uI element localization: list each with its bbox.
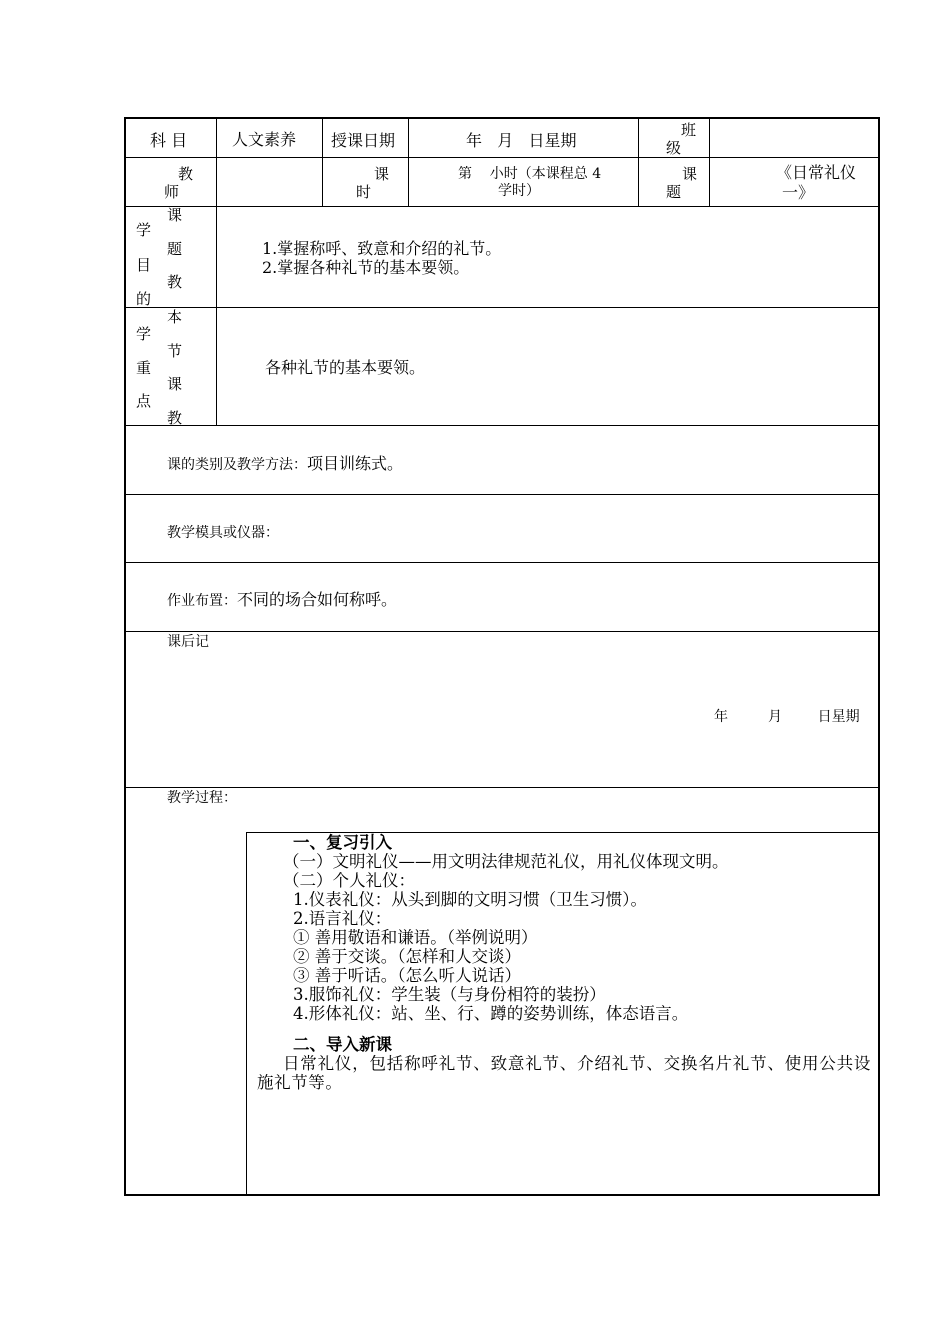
keypoints-label-b: 本 <box>167 308 183 326</box>
process-line: （一）文明礼仪——用文明法律规范礼仪，用礼仪体现文明。 <box>283 852 729 871</box>
process-item: 1.仪表礼仪：从头到脚的文明习惯（卫生习惯）。 <box>293 890 647 909</box>
process-content-box <box>246 832 880 1196</box>
process-item: 3.服饰礼仪：学生装（与身份相符的装扮） <box>293 985 606 1004</box>
hours-label-1: 课 <box>374 165 390 183</box>
col-divider <box>709 119 710 206</box>
subject-label: 科 目 <box>150 131 188 150</box>
col-divider <box>408 119 409 206</box>
row-divider <box>126 631 878 632</box>
method-row <box>167 455 403 473</box>
homework-value: 不同的场合如何称呼。 <box>237 590 398 609</box>
teacher-label-1: 教 <box>178 165 194 183</box>
tools-row <box>167 523 279 541</box>
notes-date-line: 年 月 日星期 <box>714 709 860 725</box>
topic-label-2: 题 <box>666 183 682 201</box>
topic-value-line1: 《日常礼仪 <box>776 163 857 182</box>
objectives-label-b: 教 <box>167 273 183 291</box>
key-points-text: 各种礼节的基本要领。 <box>265 358 426 377</box>
section-title: 二、导入新课 <box>293 1035 392 1054</box>
objectives-label-b: 题 <box>167 240 183 258</box>
hours-label-2: 时 <box>356 183 372 201</box>
process-item: ③ 善于听话。（怎么听人说话） <box>293 966 521 985</box>
process-paragraph: 日常礼仪，包括称呼礼节、致意礼节、介绍礼节、交换名片礼节、使用公共设施礼节等。 <box>257 1054 871 1092</box>
hours-value-line2: 学时） <box>498 183 540 199</box>
homework-row <box>167 591 397 609</box>
hours-value-line1: 第 小时（本课程总 4 <box>458 166 602 182</box>
process-item: ① 善用敬语和谦语。（举例说明） <box>293 928 538 947</box>
keypoints-label-b: 教 <box>167 409 183 427</box>
topic-label-1: 课 <box>682 165 698 183</box>
objectives-label-a: 的 <box>136 290 152 308</box>
method-value: 项目训练式。 <box>307 454 404 473</box>
notes-label: 课后记 <box>167 634 209 650</box>
col-divider <box>638 119 639 206</box>
keypoints-label-b: 节 <box>167 342 183 360</box>
tools-label: 教学模具或仪器： <box>167 525 279 541</box>
process-line: （二）个人礼仪： <box>283 871 415 890</box>
homework-label: 作业布置： <box>167 593 237 609</box>
col-divider <box>216 119 217 425</box>
objectives-label-a: 学 <box>136 221 152 239</box>
row-divider <box>126 494 878 495</box>
date-value: 年 月 日星期 <box>466 131 577 150</box>
process-content <box>257 833 871 1092</box>
topic-value-line2: 一》 <box>782 183 815 202</box>
date-label: 授课日期 <box>331 131 396 150</box>
process-item: 2.语言礼仪： <box>293 909 392 928</box>
keypoints-label-a: 学 <box>136 325 152 343</box>
section-title: 一、复习引入 <box>293 833 392 852</box>
row-divider <box>126 425 878 426</box>
keypoints-label-b: 课 <box>167 375 183 393</box>
row-divider <box>126 157 878 158</box>
col-divider <box>322 119 323 206</box>
row-divider <box>126 206 878 207</box>
keypoints-label-a: 重 <box>136 359 152 377</box>
row-divider <box>126 562 878 563</box>
row-divider <box>126 307 878 308</box>
objective-item: 2.掌握各种礼节的基本要领。 <box>262 258 470 277</box>
objectives-label-a: 目 <box>136 256 152 274</box>
row-divider <box>126 787 878 788</box>
process-item: ② 善于交谈。（怎样和人交谈） <box>293 947 521 966</box>
lesson-plan-table <box>124 117 880 1196</box>
method-label: 课的类别及教学方法： <box>167 457 307 473</box>
subject-value: 人文素养 <box>232 130 297 149</box>
teacher-label-2: 师 <box>164 183 180 201</box>
process-label: 教学过程： <box>167 790 237 806</box>
class-label-2: 级 <box>666 139 682 157</box>
class-label-1: 班 <box>681 121 697 139</box>
keypoints-label-a: 点 <box>136 392 152 410</box>
objectives-label-b: 课 <box>167 206 183 224</box>
process-item: 4.形体礼仪：站、坐、行、蹲的姿势训练，体态语言。 <box>293 1004 689 1023</box>
objective-item: 1.掌握称呼、致意和介绍的礼节。 <box>262 239 502 258</box>
